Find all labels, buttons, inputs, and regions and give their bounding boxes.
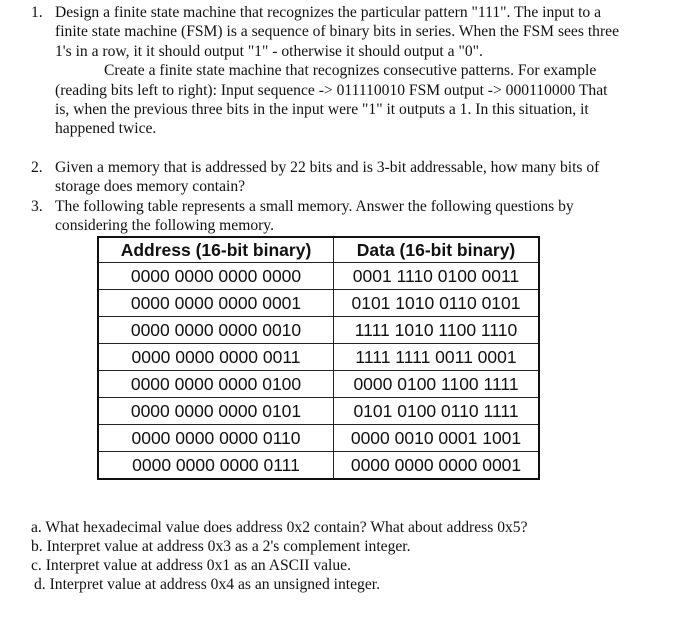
data-cell: 0000 0000 0000 0001 (334, 452, 540, 480)
table-row (98, 263, 539, 290)
question-number: 3. (31, 198, 43, 215)
table-row (98, 317, 539, 344)
data-cell: 0101 0100 0110 1111 (334, 398, 540, 425)
subquestion-d: d. Interpret value at address 0x4 as an unsigned integer. (34, 576, 380, 593)
question-number: 1. (31, 4, 43, 21)
data-cell: 0001 1110 0100 0011 (334, 263, 540, 290)
data-cell: 0101 1010 0110 0101 (334, 290, 540, 317)
question-line: happened twice. (55, 120, 157, 138)
data-cell: 1111 1010 1100 1110 (334, 317, 540, 344)
address-cell: 0000 0000 0000 0101 (98, 398, 334, 425)
question-line: The following table represents a small memory. Answer the following questions by (55, 198, 574, 215)
subquestion-b: b. Interpret value at address 0x3 as a 2's complement integer. (31, 538, 411, 555)
question-line: storage does memory contain? (55, 178, 246, 196)
question-line: Design a finite state machine that recognizes the particular pattern "111". The input to a (55, 4, 602, 21)
column-header-address: Address (16-bit binary) (98, 237, 334, 263)
data-cell: 0000 0100 1100 1111 (334, 371, 540, 398)
question-line: (reading bits left to right): Input sequence -> 011110010 FSM output -> 000110000 That (55, 81, 608, 99)
question-number: 2. (31, 159, 43, 176)
address-cell: 0000 0000 0000 0111 (98, 452, 334, 480)
table-row (98, 452, 539, 480)
address-cell: 0000 0000 0000 0001 (98, 290, 334, 317)
data-cell: 1111 1111 0011 0001 (334, 344, 540, 371)
table-row (98, 344, 539, 371)
column-header-data: Data (16-bit binary) (334, 237, 540, 263)
address-cell: 0000 0000 0000 0010 (98, 317, 334, 344)
question-line: 1's in a row, it it should output "1" - otherwise it should output a "0". (55, 42, 483, 60)
question-line: Create a finite state machine that recognizes consecutive patterns. For example (104, 62, 597, 80)
question-line: finite state machine (FSM) is a sequence of binary bits in series. When the FSM sees three (55, 23, 619, 41)
table-row (98, 371, 539, 398)
address-cell: 0000 0000 0000 0000 (98, 263, 334, 290)
table-header-row (98, 237, 539, 263)
address-cell: 0000 0000 0000 0100 (98, 371, 334, 398)
question-line: is, when the previous three bits in the input were "1" it outputs a 1. In this situation, it (55, 101, 589, 119)
table-row (98, 290, 539, 317)
address-cell: 0000 0000 0000 0110 (98, 425, 334, 452)
table-row (98, 398, 539, 425)
question-body (55, 197, 695, 236)
memory-table (97, 236, 540, 480)
table-row (98, 425, 539, 452)
data-cell: 0000 0010 0001 1001 (334, 425, 540, 452)
subquestion-a: a. What hexadecimal value does address 0x2 contain? What about address 0x5? (31, 519, 528, 536)
question-body (55, 158, 695, 197)
address-cell: 0000 0000 0000 0011 (98, 344, 334, 371)
question-line: considering the following memory. (55, 217, 274, 235)
subquestion-c: c. Interpret value at address 0x1 as an ASCII value. (31, 557, 351, 574)
question-body (55, 3, 695, 139)
question-line: Given a memory that is addressed by 22 bits and is 3-bit addressable, how many bits of (55, 159, 600, 176)
